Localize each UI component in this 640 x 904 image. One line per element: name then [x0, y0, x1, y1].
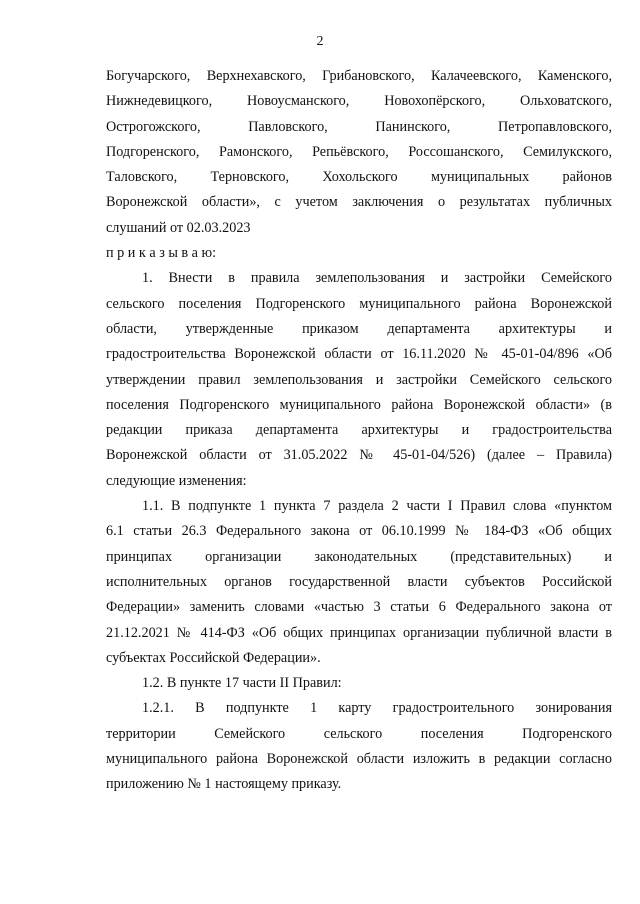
- text-line: поселения Подгоренского муниципального района Воронежской области» (в: [106, 396, 612, 413]
- text-line: 1.2. В пункте 17 части II Правил:: [142, 675, 342, 692]
- text-line: 1. Внести в правила землепользования и застройки Семейского: [142, 270, 612, 287]
- text-line: Федерации» заменить словами «частью 3 статьи 6 Федерального закона от: [106, 599, 612, 616]
- text-line: 21.12.2021 № 414-ФЗ «Об общих принципах организации публичной власти в: [106, 624, 612, 641]
- text-line: Нижнедевицкого, Новоусманского, Новохопёрского, Ольховатского,: [106, 93, 612, 110]
- text-line: слушаний от 02.03.2023: [106, 219, 251, 236]
- order-heading: п р и к а з ы в а ю:: [106, 245, 217, 262]
- text-line: Подгоренского, Рамонского, Репьёвского, Россошанского, Семилукского,: [106, 143, 612, 160]
- text-line: принципах организации законодательных (представительных) и: [106, 548, 612, 565]
- text-line: Богучарского, Верхнехавского, Грибановского, Калачеевского, Каменского,: [106, 68, 612, 84]
- text-line: градостроительства Воронежской области от 16.11.2020 № 45-01-04/896 «Об: [106, 346, 612, 363]
- text-line: исполнительных органов государственной власти субъектов Российской: [106, 573, 612, 590]
- text-line: Таловского, Терновского, Хохольского муниципальных районов: [106, 169, 612, 186]
- page-number: 2: [316, 34, 324, 49]
- text-line: Острогожского, Павловского, Панинского, Петропавловского,: [106, 118, 612, 135]
- text-line: утверждении правил землепользования и застройки Семейского сельского: [106, 371, 612, 388]
- text-line: муниципального района Воронежской области изложить в редакции согласно: [106, 751, 612, 768]
- text-line: 1.2.1. В подпункте 1 карту градостроительного зонирования: [142, 700, 612, 717]
- text-line: следующие изменения:: [106, 472, 247, 489]
- text-line: территории Семейского сельского поселения Подгоренского: [106, 725, 612, 742]
- text-line: 1.1. В подпункте 1 пункта 7 раздела 2 части I Правил слова «пунктом: [142, 498, 612, 515]
- text-line: Воронежской области», с учетом заключения о результатах публичных: [106, 194, 612, 211]
- text-line: 6.1 статьи 26.3 Федерального закона от 06.10.1999 № 184-ФЗ «Об общих: [106, 523, 612, 540]
- text-line: приложению № 1 настоящему приказу.: [106, 776, 342, 793]
- text-line: области, утвержденные приказом департамента архитектуры и: [106, 320, 612, 337]
- text-line: субъектах Российской Федерации».: [106, 649, 321, 666]
- text-line: сельского поселения Подгоренского муниципального района Воронежской: [106, 295, 612, 312]
- text-line: Воронежской области от 31.05.2022 № 45-01-04/526) (далее – Правила): [106, 447, 612, 464]
- text-line: редакции приказа департамента архитектуры и градостроительства: [106, 422, 612, 439]
- document-body: [106, 64, 612, 798]
